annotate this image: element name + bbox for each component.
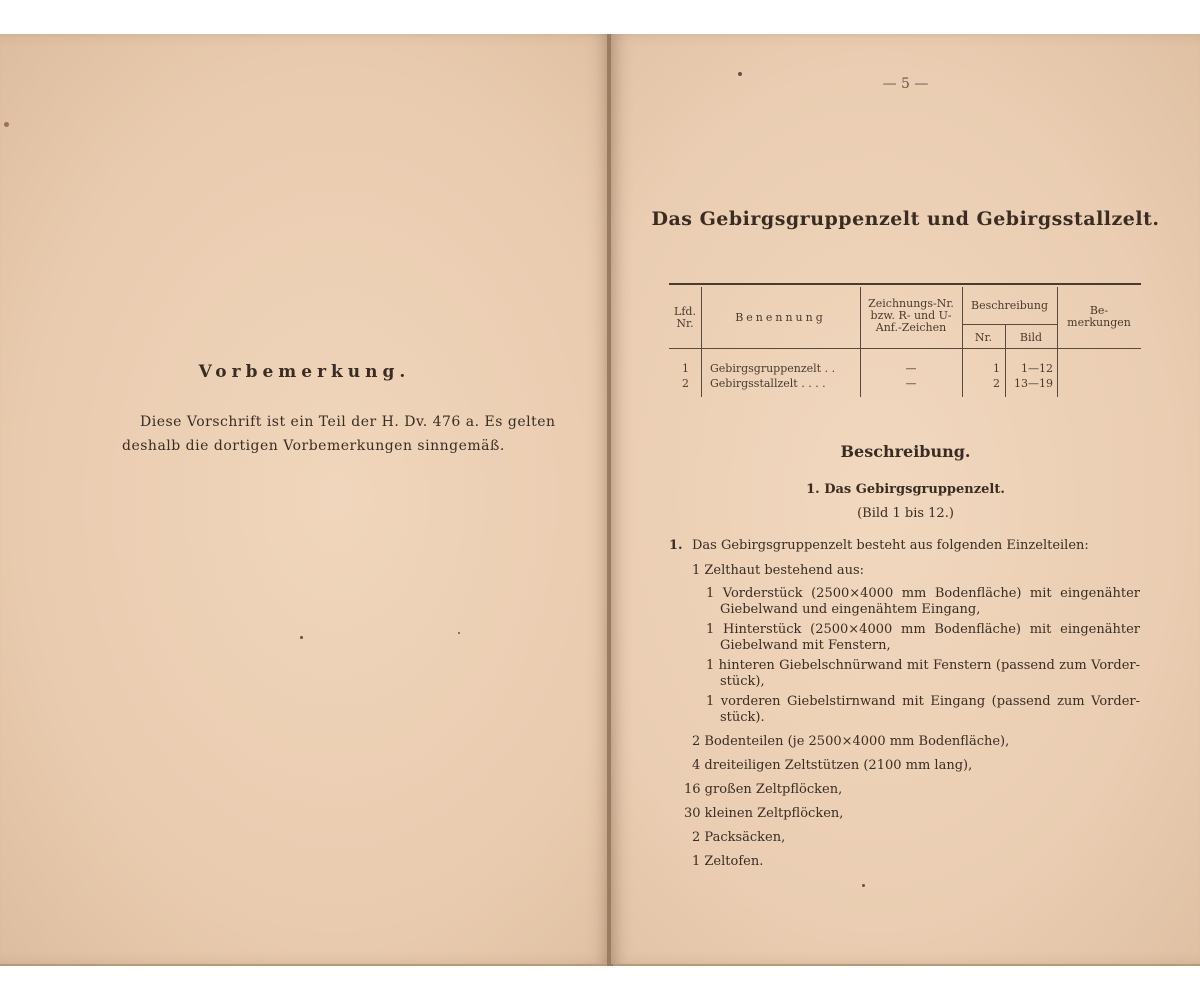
table-header-rule <box>669 348 1141 349</box>
header-zeichnungs: Zeichnungs-Nr. bzw. R- und U- Anf.-Zeichen <box>868 297 954 334</box>
page-title: Das Gebirgsgruppenzelt und Gebirgsstallzelt. <box>651 208 1160 230</box>
cell-lfd: 1 <box>682 362 689 375</box>
cell-benennung: Gebirgsgruppenzelt . . <box>710 362 836 375</box>
subsection-title: 1. Das Gebirgsgruppenzelt. <box>806 482 1005 497</box>
header-bemerkungen: Be- merkungen <box>1067 304 1131 329</box>
sub-item-line: 1 Hinterstück (2500×4000 mm Bodenfläche) mit eingenähter <box>706 622 1140 637</box>
paper-speck <box>4 122 9 127</box>
open-book <box>0 34 1200 966</box>
header-nr: Nr. <box>974 331 993 344</box>
list-item: 2 Bodenteilen (je 2500×4000 mm Bodenfläche), <box>692 734 1010 749</box>
cell-lfd: 2 <box>682 377 689 390</box>
list-item-zelthaut: 1 Zelthaut bestehend aus: <box>692 563 865 578</box>
paragraph-number: 1. <box>669 538 683 553</box>
right-page <box>611 34 1200 964</box>
header-bild: Bild <box>1019 331 1043 344</box>
list-item: 1 Zeltofen. <box>692 854 764 869</box>
sub-item-line: 1 hinteren Giebelschnürwand mit Fenstern (passend zum Vorder- <box>706 658 1140 673</box>
cell-benennung: Gebirgsstallzelt . . . . <box>710 377 826 390</box>
left-page-heading: Vorbemerkung. <box>198 362 411 382</box>
left-paragraph-line-2: deshalb die dortigen Vorbemerkungen sinngemäß. <box>122 438 505 454</box>
sub-item-line: 1 vorderen Giebelstirnwand mit Eingang (passend zum Vorder- <box>706 694 1140 709</box>
header-lfd: Lfd. Nr. <box>674 305 696 330</box>
table-column-divider <box>1057 287 1058 397</box>
cell-zeichen: — <box>905 362 917 375</box>
sub-item-line: 1 Vorderstück (2500×4000 mm Bodenfläche) mit eingenähter <box>706 586 1140 601</box>
sub-item-line: Giebelwand mit Fenstern, <box>720 638 891 653</box>
subsection-note: (Bild 1 bis 12.) <box>857 506 954 521</box>
list-item: 4 dreiteiligen Zeltstützen (2100 mm lang), <box>692 758 973 773</box>
paper-speck <box>300 636 303 639</box>
table-top-rule <box>669 283 1141 285</box>
left-page <box>0 34 609 964</box>
list-item: 30 kleinen Zeltpflöcken, <box>684 806 844 821</box>
cell-bild: 1—12 <box>1021 362 1053 375</box>
table-subheader-rule <box>962 324 1057 325</box>
paper-speck <box>862 884 865 887</box>
paper-speck <box>458 632 460 634</box>
list-item: 2 Packsäcken, <box>692 830 786 845</box>
header-beschreibung: Beschreibung <box>970 299 1049 312</box>
sub-item-line: stück). <box>720 710 765 725</box>
section-title: Beschreibung. <box>840 442 971 461</box>
cell-nr: 1 <box>993 362 1000 375</box>
cell-nr: 2 <box>993 377 1000 390</box>
list-item: 16 großen Zeltpflöcken, <box>684 782 843 797</box>
intro-text: Das Gebirgsgruppenzelt besteht aus folgenden Einzelteilen: <box>692 538 1089 553</box>
cell-bild: 13—19 <box>1014 377 1053 390</box>
cell-zeichen: — <box>905 377 917 390</box>
left-paragraph-line-1: Diese Vorschrift ist ein Teil der H. Dv. 476 a. Es gelten <box>140 414 556 430</box>
table-column-divider <box>701 287 702 397</box>
sub-item-line: Giebelwand und eingenähtem Eingang, <box>720 602 981 617</box>
page-number: — 5 — <box>882 76 929 92</box>
sub-item-line: stück), <box>720 674 765 689</box>
header-benennung: Benennung <box>735 311 826 324</box>
